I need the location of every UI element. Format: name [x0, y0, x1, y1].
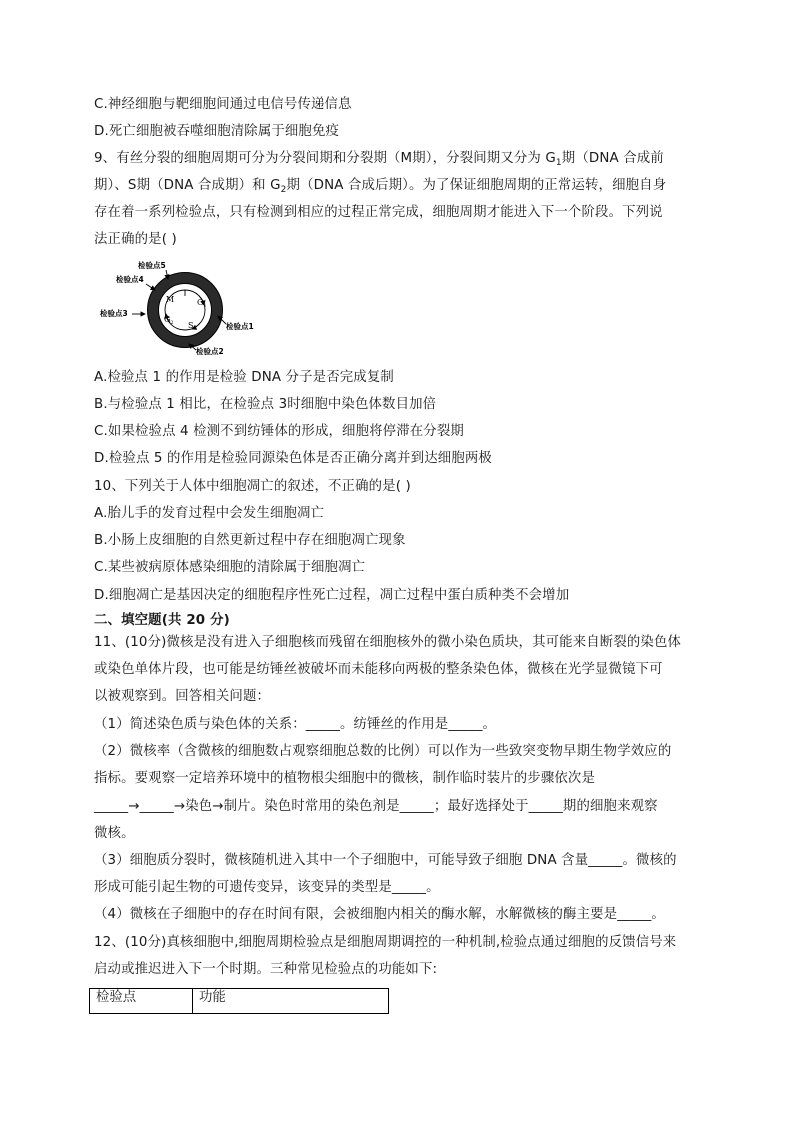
q9-subscript: 2: [280, 185, 287, 195]
q11-stem-line-2: 或染色单体片段，也可能是纺锤丝被破坏而未能移向两极的整条染色体，微核在光学显微镜下可: [94, 662, 663, 677]
phase-label-m: M: [166, 295, 175, 304]
q12-stem-line-2: 启动或推迟进入下一个时期。三种常见检验点的功能如下:: [94, 962, 438, 977]
option-c-line: C.神经细胞与靶细胞间通过电信号传递信息: [94, 97, 352, 112]
q12-stem-line-1: 12、(10分)真核细胞中,细胞周期检验点是细胞周期调控的一种机制,检验点通过细胞的反馈信号来: [94, 935, 677, 950]
q9-subscript: 1: [555, 158, 562, 168]
checkpoint-1-label: 检验点1: [226, 322, 254, 331]
q10-stem: 10、下列关于人体中细胞凋亡的叙述，不正确的是( ): [94, 479, 411, 494]
q9-stem-line-2: [94, 177, 666, 199]
q11-part-2-line-2: 指标。要观察一定培养环境中的植物根尖细胞中的微核，制作临时装片的步骤依次是: [94, 771, 596, 786]
q10-option-b: B.小肠上皮细胞的自然更新过程中存在细胞凋亡现象: [94, 533, 406, 548]
q9-text: 9、有丝分裂的细胞周期可分为分裂间期和分裂期（M期），分裂间期又分为 G: [94, 151, 556, 166]
checkpoint-5-label: 检验点5: [138, 261, 166, 270]
q9-text: 期）、S期（DNA 合成期）和 G: [94, 178, 281, 193]
q9-text: 期（DNA 合成前: [561, 151, 664, 166]
checkpoint-3-label: 检验点3: [100, 309, 128, 318]
q9-stem-line-4: 法正确的是( ): [94, 232, 177, 247]
phase-label-s: S: [188, 321, 194, 330]
table-header-checkpoint: 检验点: [90, 989, 193, 1014]
q9-option-d: D.检验点 5 的作用是检验同源染色体是否正确分离并到达细胞两极: [94, 451, 492, 466]
section-heading: 二、填空题(共 20 分): [94, 613, 230, 628]
q11-part-1: （1）简述染色质与染色体的关系：_____。纺锤丝的作用是_____。: [94, 717, 497, 732]
q11-part-3-line-2: 形成可能引起生物的可遗传变异，该变异的类型是_____。: [94, 880, 440, 895]
q11-part-3-line-1: （3）细胞质分裂时，微核随机进入其中一个子细胞中，可能导致子细胞 DNA 含量_____。微核的: [94, 853, 677, 868]
phase-label-g1: $G_1$: [197, 298, 207, 309]
phase-label-g2: $G_2$: [164, 315, 174, 326]
cell-cycle-diagram: [96, 258, 266, 360]
q11-stem-line-3: 以被观察到。回答相关问题：: [94, 689, 271, 704]
cell-cycle-ring: [153, 278, 217, 342]
q10-option-d: D.细胞凋亡是基因决定的细胞程序性死亡过程，凋亡过程中蛋白质种类不会增加: [94, 588, 570, 603]
q9-option-b: B.与检验点 1 相比，在检验点 3时细胞中染色体数目加倍: [94, 397, 437, 412]
checkpoint-4-label: 检验点4: [116, 275, 144, 284]
q11-part-2-line-4: 微核。: [94, 826, 135, 841]
q9-stem-line-3: 存在着一系列检验点，只有检测到相应的过程正常完成，细胞周期才能进入下一个阶段。下列说: [94, 205, 663, 220]
q11-part-2-line-3: _____→_____→染色→制片。染色时常用的染色剂是_____；最好选择处于_____期的细胞来观察: [94, 799, 658, 814]
q10-option-a: A.胎儿手的发育过程中会发生细胞凋亡: [94, 506, 325, 521]
q9-stem-line-1: [94, 150, 664, 172]
q11-stem-line-1: 11、(10分)微核是没有进入子细胞核而残留在细胞核外的微小染色质块，其可能来自断裂的染色体: [94, 635, 682, 650]
q9-text: 期（DNA 合成后期）。为了保证细胞周期的正常运转，细胞自身: [286, 178, 667, 193]
table-header-function: 功能: [193, 989, 389, 1014]
checkpoint-2-label: 检验点2: [196, 347, 224, 356]
checkpoint-table: [89, 988, 389, 1014]
q10-option-c: C.某些被病原体感染细胞的清除属于细胞凋亡: [94, 560, 366, 575]
checkpoint-4-arrow: [146, 284, 155, 290]
table-header-row: [90, 989, 389, 1014]
q11-part-4: （4）微核在子细胞中的存在时间有限，会被细胞内相关的酶水解，水解微核的酶主要是_____。: [94, 907, 665, 922]
q11-part-2-line-1: （2）微核率（含微核的细胞数占观察细胞总数的比例）可以作为一些致突变物早期生物学效应的: [94, 744, 672, 759]
q9-option-c: C.如果检验点 4 检测不到纺锤体的形成，细胞将停滞在分裂期: [94, 424, 464, 439]
q9-option-a: A.检验点 1 的作用是检验 DNA 分子是否完成复制: [94, 370, 394, 385]
option-d-line: D.死亡细胞被吞噬细胞清除属于细胞免疫: [94, 124, 340, 139]
